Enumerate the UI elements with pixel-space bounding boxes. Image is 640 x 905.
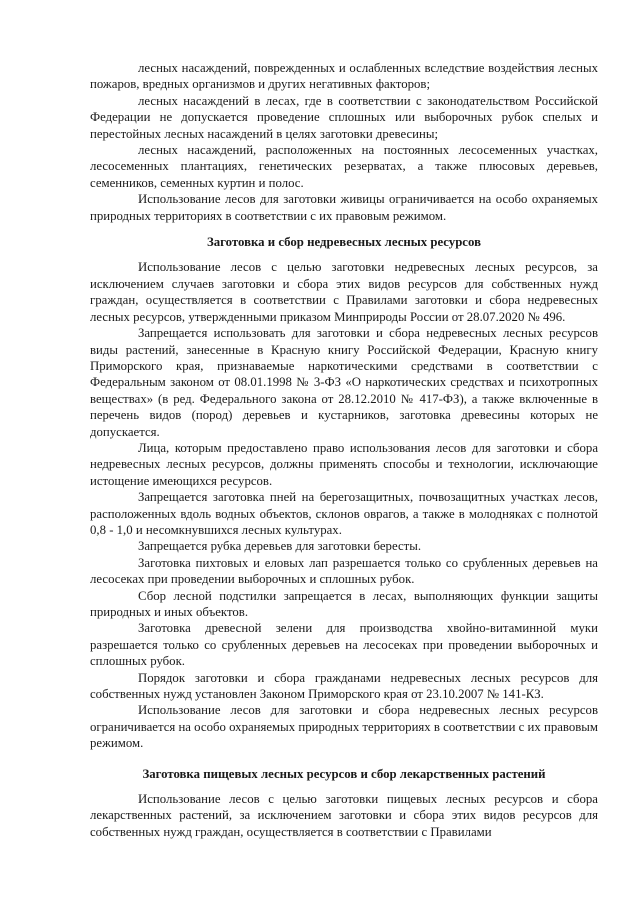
paragraph: лесных насаждений, поврежденных и ослабленных вследствие воздействия лесных пожаров, вредных организмов и других негативных факторов; bbox=[90, 61, 598, 92]
paragraph: Лица, которым предоставлено право использования лесов для заготовки и сбора недревесных лесных ресурсов, должны применять способы и технологии, исключающие истощение имеющихся ресурсов. bbox=[90, 440, 598, 488]
paragraph: Использование лесов для заготовки живицы ограничивается на особо охраняемых природных территориях в соответствии с их правовым режимом. bbox=[90, 192, 598, 223]
paragraph: Использование лесов с целью заготовки недревесных лесных ресурсов, за исключением случаев заготовки и сбора этих видов ресурсов для собственных нужд граждан, осуществляется в соответствии с Правилами заготовки и сбора недревесных лесных ресурсов, утвержденными приказом Минприроды России от 28.07.2020 № 496. bbox=[90, 260, 598, 324]
paragraph: лесных насаждений, расположенных на постоянных лесосеменных участках, лесосеменных плантациях, генетических резерватах, а также плюсовых деревьев, семенников, семенных куртин и полос. bbox=[90, 143, 598, 190]
section-non-timber-resources bbox=[90, 234, 598, 752]
paragraph: Порядок заготовки и сбора гражданами недревесных лесных ресурсов для собственных нужд установлен Законом Приморского края от 23.10.2007 № 141-КЗ. bbox=[90, 670, 598, 702]
paragraph: Запрещается рубка деревьев для заготовки бересты. bbox=[138, 539, 422, 554]
paragraph: Использование лесов с целью заготовки пищевых лесных ресурсов и сбора лекарственных растений, за исключением заготовки и сбора этих видов ресурсов для собственных нужд граждан, осуществляется в соответствии с Правилами bbox=[90, 792, 598, 839]
paragraph: Использование лесов для заготовки и сбора недревесных лесных ресурсов ограничивается на особо охраняемых природных территориях в соответствии с их правовым режимом. bbox=[90, 703, 598, 751]
paragraph: Сбор лесной подстилки запрещается в лесах, выполняющих функции защиты природных и иных объектов. bbox=[90, 588, 598, 619]
paragraph: Заготовка древесной зелени для производства хвойно-витаминной муки разрешается только со срубленных деревьев на лесосеках при проведении выборочных и сплошных рубок. bbox=[90, 621, 598, 669]
paragraph: лесных насаждений в лесах, где в соответствии с законодательством Российской Федерации не допускается проведение сплошных или выборочных рубок спелых и перестойных лесных насаждений в целях заготовки древесины; bbox=[90, 93, 598, 141]
section-food-resources bbox=[90, 766, 598, 841]
paragraph: Запрещается использовать для заготовки и сбора недревесных лесных ресурсов виды растений, занесенные в Красную книгу Российской Федерации, Красную книгу Приморского края, признаваемые наркотическими средствами в соответствии с Федеральным законом от 08.01.1998 № 3-ФЗ «О наркотических средствах и психотропных веществах» (в ред. Федерального закона от 28.12.2010 № 417-ФЗ), а также включенные в перечень видов (пород) деревьев и кустарников, заготовка древесины которых не допускается. bbox=[90, 326, 598, 439]
paragraph: Запрещается заготовка пней на берегозащитных, почвозащитных участках лесов, расположенных вдоль водных объектов, склонов оврагов, а также в молодняках с полнотой 0,8 - 1,0 и несомкнувшихся лесных культурах. bbox=[90, 490, 598, 537]
paragraph: Заготовка пихтовых и еловых лап разрешается только со срубленных деревьев на лесосеках при проведении выборочных и сплошных рубок. bbox=[90, 555, 598, 587]
section-heading: Заготовка пищевых лесных ресурсов и сбор лекарственных растений bbox=[142, 766, 546, 781]
section-intro bbox=[90, 60, 598, 224]
section-heading: Заготовка и сбор недревесных лесных ресурсов bbox=[207, 235, 481, 250]
